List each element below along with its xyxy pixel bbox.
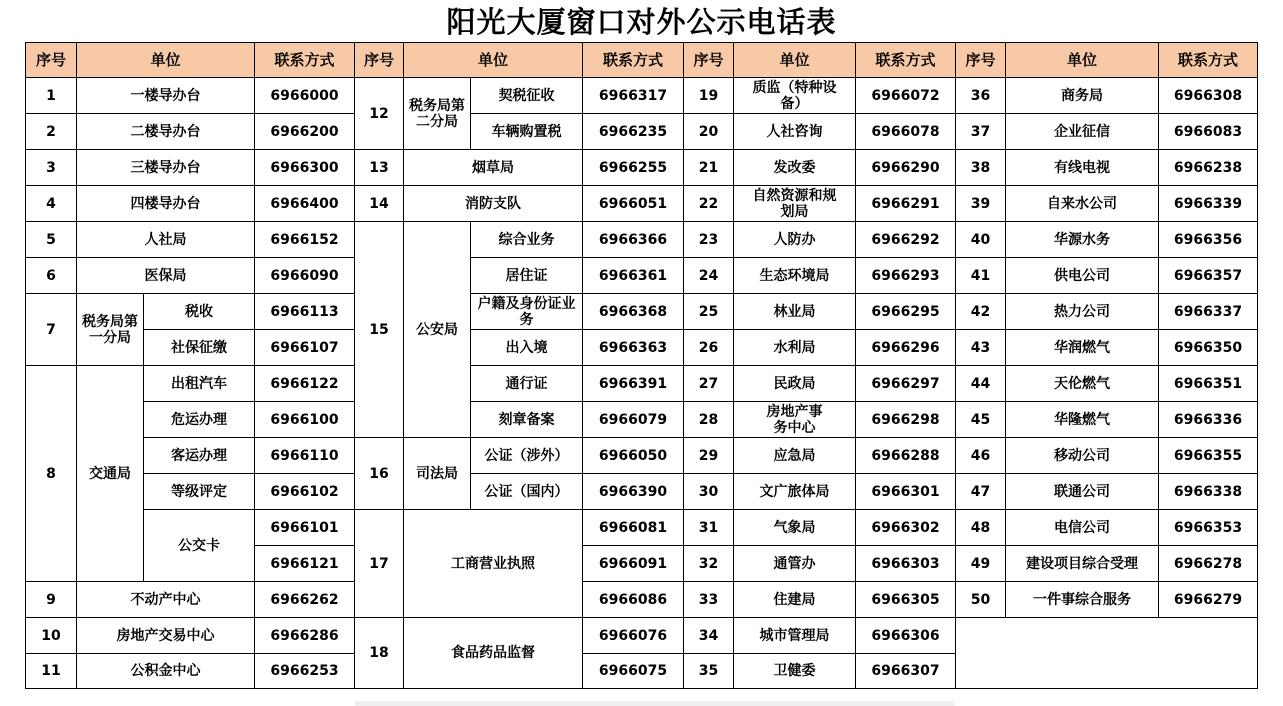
row-number: 34 <box>684 618 734 654</box>
unit-name: 发改委 <box>734 150 856 186</box>
unit-name: 商务局 <box>1006 78 1159 114</box>
sub-unit-name: 通行证 <box>471 366 583 402</box>
unit-name: 医保局 <box>77 258 255 294</box>
phone-number: 6966262 <box>255 582 355 618</box>
sub-unit-name: 契税征收 <box>471 78 583 114</box>
phone-number: 6966122 <box>255 366 355 402</box>
row-number: 4 <box>26 186 77 222</box>
row-number: 23 <box>684 222 734 258</box>
phone-number: 6966075 <box>583 654 684 689</box>
header-unit: 单位 <box>1006 43 1159 78</box>
row-number: 11 <box>26 654 77 689</box>
phone-number: 6966363 <box>583 330 684 366</box>
phone-number: 6966278 <box>1159 546 1258 582</box>
row-number: 28 <box>684 402 734 438</box>
unit-name: 生态环境局 <box>734 258 856 294</box>
row-number: 32 <box>684 546 734 582</box>
unit-name: 联通公司 <box>1006 474 1159 510</box>
row-number: 31 <box>684 510 734 546</box>
phone-number: 6966350 <box>1159 330 1258 366</box>
unit-name: 华隆燃气 <box>1006 402 1159 438</box>
sub-unit-name: 居住证 <box>471 258 583 294</box>
row-number: 18 <box>355 618 404 689</box>
department-name: 司法局 <box>404 438 471 510</box>
row-number: 42 <box>956 294 1006 330</box>
header-contact: 联系方式 <box>1159 43 1258 78</box>
row-number: 38 <box>956 150 1006 186</box>
phone-number: 6966113 <box>255 294 355 330</box>
row-number: 10 <box>26 618 77 654</box>
row-number: 43 <box>956 330 1006 366</box>
header-contact: 联系方式 <box>856 43 956 78</box>
unit-name: 一件事综合服务 <box>1006 582 1159 618</box>
phone-number: 6966317 <box>583 78 684 114</box>
phone-table-4 <box>955 42 1258 689</box>
phone-number: 6966083 <box>1159 114 1258 150</box>
unit-name: 城市管理局 <box>734 618 856 654</box>
sub-unit-name: 出入境 <box>471 330 583 366</box>
unit-name: 人社咨询 <box>734 114 856 150</box>
unit-name: 一楼导办台 <box>77 78 255 114</box>
phone-number: 6966361 <box>583 258 684 294</box>
unit-name: 卫健委 <box>734 654 856 689</box>
unit-name: 不动产中心 <box>77 582 255 618</box>
unit-name: 消防支队 <box>404 186 583 222</box>
phone-number: 6966400 <box>255 186 355 222</box>
row-number: 49 <box>956 546 1006 582</box>
row-number: 6 <box>26 258 77 294</box>
department-name: 交通局 <box>77 366 144 582</box>
phone-number: 6966090 <box>255 258 355 294</box>
phone-table-2 <box>354 42 684 689</box>
phone-number: 6966303 <box>856 546 956 582</box>
department-name: 公安局 <box>404 222 471 438</box>
row-number: 35 <box>684 654 734 689</box>
sub-unit-name: 等级评定 <box>144 474 255 510</box>
phone-number: 6966297 <box>856 366 956 402</box>
phone-number: 6966235 <box>583 114 684 150</box>
phone-number: 6966076 <box>583 618 684 654</box>
phone-number: 6966357 <box>1159 258 1258 294</box>
unit-name: 林业局 <box>734 294 856 330</box>
unit-name: 应急局 <box>734 438 856 474</box>
phone-number: 6966308 <box>1159 78 1258 114</box>
row-number: 26 <box>684 330 734 366</box>
unit-name: 住建局 <box>734 582 856 618</box>
unit-name: 烟草局 <box>404 150 583 186</box>
phone-number: 6966351 <box>1159 366 1258 402</box>
unit-name: 民政局 <box>734 366 856 402</box>
sub-unit-name: 公证（涉外） <box>471 438 583 474</box>
phone-number: 6966102 <box>255 474 355 510</box>
row-number: 20 <box>684 114 734 150</box>
row-number: 24 <box>684 258 734 294</box>
phone-number: 6966298 <box>856 402 956 438</box>
row-number: 22 <box>684 186 734 222</box>
row-number: 15 <box>355 222 404 438</box>
unit-name: 自来水公司 <box>1006 186 1159 222</box>
row-number: 8 <box>26 366 77 582</box>
phone-number: 6966051 <box>583 186 684 222</box>
unit-name: 华润燃气 <box>1006 330 1159 366</box>
bottom-strip <box>355 701 955 706</box>
sub-unit-name: 客运办理 <box>144 438 255 474</box>
row-number: 50 <box>956 582 1006 618</box>
row-number: 37 <box>956 114 1006 150</box>
unit-name: 通管办 <box>734 546 856 582</box>
row-number: 25 <box>684 294 734 330</box>
phone-number: 6966356 <box>1159 222 1258 258</box>
row-number: 5 <box>26 222 77 258</box>
phone-number: 6966072 <box>856 78 956 114</box>
phone-number: 6966300 <box>255 150 355 186</box>
unit-name: 四楼导办台 <box>77 186 255 222</box>
phone-table-3 <box>683 42 956 689</box>
row-number: 30 <box>684 474 734 510</box>
unit-name: 人防办 <box>734 222 856 258</box>
row-number: 7 <box>26 294 77 366</box>
sub-unit-name: 公证（国内） <box>471 474 583 510</box>
phone-number: 6966079 <box>583 402 684 438</box>
phone-number: 6966253 <box>255 654 355 689</box>
phone-number: 6966000 <box>255 78 355 114</box>
header-unit: 单位 <box>77 43 255 78</box>
phone-number: 6966391 <box>583 366 684 402</box>
unit-name: 人社局 <box>77 222 255 258</box>
phone-number: 6966337 <box>1159 294 1258 330</box>
header-contact: 联系方式 <box>583 43 684 78</box>
phone-number: 6966091 <box>583 546 684 582</box>
header-seq: 序号 <box>355 43 404 78</box>
row-number: 1 <box>26 78 77 114</box>
row-number: 48 <box>956 510 1006 546</box>
row-number: 16 <box>355 438 404 510</box>
phone-number: 6966355 <box>1159 438 1258 474</box>
unit-name: 移动公司 <box>1006 438 1159 474</box>
row-number: 3 <box>26 150 77 186</box>
row-number: 17 <box>355 510 404 618</box>
phone-number: 6966353 <box>1159 510 1258 546</box>
unit-name: 气象局 <box>734 510 856 546</box>
unit-name: 天伦燃气 <box>1006 366 1159 402</box>
phone-table-1 <box>25 42 355 689</box>
phone-number: 6966306 <box>856 618 956 654</box>
header-seq: 序号 <box>684 43 734 78</box>
unit-name: 华源水务 <box>1006 222 1159 258</box>
phone-number: 6966302 <box>856 510 956 546</box>
unit-name: 供电公司 <box>1006 258 1159 294</box>
phone-number: 6966238 <box>1159 150 1258 186</box>
phone-number: 6966339 <box>1159 186 1258 222</box>
phone-number: 6966110 <box>255 438 355 474</box>
phone-number: 6966368 <box>583 294 684 330</box>
phone-number: 6966301 <box>856 474 956 510</box>
sub-unit-name: 社保征缴 <box>144 330 255 366</box>
unit-name: 房地产事务中心 <box>734 402 856 438</box>
row-number: 41 <box>956 258 1006 294</box>
header-unit: 单位 <box>404 43 583 78</box>
phone-number: 6966101 <box>255 510 355 546</box>
header-seq: 序号 <box>26 43 77 78</box>
phone-number: 6966291 <box>856 186 956 222</box>
row-number: 12 <box>355 78 404 150</box>
phone-number: 6966050 <box>583 438 684 474</box>
phone-number: 6966336 <box>1159 402 1258 438</box>
row-number: 9 <box>26 582 77 618</box>
unit-name: 食品药品监督 <box>404 618 583 689</box>
header-seq: 序号 <box>956 43 1006 78</box>
sub-unit-name: 危运办理 <box>144 402 255 438</box>
sub-unit-name: 公交卡 <box>144 510 255 582</box>
phone-number: 6966255 <box>583 150 684 186</box>
sub-unit-name: 综合业务 <box>471 222 583 258</box>
phone-number: 6966295 <box>856 294 956 330</box>
unit-name: 电信公司 <box>1006 510 1159 546</box>
header-contact: 联系方式 <box>255 43 355 78</box>
row-number: 2 <box>26 114 77 150</box>
phone-number: 6966338 <box>1159 474 1258 510</box>
phone-number: 6966279 <box>1159 582 1258 618</box>
department-name: 税务局第一分局 <box>77 294 144 366</box>
phone-number: 6966086 <box>583 582 684 618</box>
unit-name: 质监（特种设备） <box>734 78 856 114</box>
unit-name: 有线电视 <box>1006 150 1159 186</box>
row-number: 14 <box>355 186 404 222</box>
department-name: 税务局第二分局 <box>404 78 471 150</box>
phone-number: 6966292 <box>856 222 956 258</box>
unit-name: 工商营业执照 <box>404 510 583 618</box>
unit-name: 公积金中心 <box>77 654 255 689</box>
phone-number: 6966293 <box>856 258 956 294</box>
unit-name: 自然资源和规划局 <box>734 186 856 222</box>
row-number: 44 <box>956 366 1006 402</box>
row-number: 33 <box>684 582 734 618</box>
sub-unit-name: 户籍及身份证业务 <box>471 294 583 330</box>
sub-unit-name: 出租汽车 <box>144 366 255 402</box>
unit-name: 二楼导办台 <box>77 114 255 150</box>
row-number: 19 <box>684 78 734 114</box>
unit-name: 建设项目综合受理 <box>1006 546 1159 582</box>
unit-name: 热力公司 <box>1006 294 1159 330</box>
page-title: 阳光大厦窗口对外公示电话表 <box>446 5 837 39</box>
unit-name: 文广旅体局 <box>734 474 856 510</box>
phone-number: 6966286 <box>255 618 355 654</box>
unit-name: 房地产交易中心 <box>77 618 255 654</box>
phone-number: 6966307 <box>856 654 956 689</box>
phone-number: 6966078 <box>856 114 956 150</box>
header-unit: 单位 <box>734 43 856 78</box>
row-number: 27 <box>684 366 734 402</box>
row-number: 46 <box>956 438 1006 474</box>
phone-number: 6966200 <box>255 114 355 150</box>
unit-name: 三楼导办台 <box>77 150 255 186</box>
row-number: 21 <box>684 150 734 186</box>
sub-unit-name: 刻章备案 <box>471 402 583 438</box>
unit-name: 企业征信 <box>1006 114 1159 150</box>
phone-number: 6966107 <box>255 330 355 366</box>
unit-name: 水利局 <box>734 330 856 366</box>
phone-number: 6966152 <box>255 222 355 258</box>
phone-number: 6966296 <box>856 330 956 366</box>
row-number: 47 <box>956 474 1006 510</box>
row-number: 29 <box>684 438 734 474</box>
phone-number: 6966288 <box>856 438 956 474</box>
phone-number: 6966305 <box>856 582 956 618</box>
phone-number: 6966290 <box>856 150 956 186</box>
sub-unit-name: 税收 <box>144 294 255 330</box>
row-number: 39 <box>956 186 1006 222</box>
phone-number: 6966100 <box>255 402 355 438</box>
row-number: 36 <box>956 78 1006 114</box>
phone-number: 6966366 <box>583 222 684 258</box>
row-number: 13 <box>355 150 404 186</box>
phone-number: 6966081 <box>583 510 684 546</box>
empty-cell <box>956 618 1258 689</box>
phone-number: 6966121 <box>255 546 355 582</box>
phone-number: 6966390 <box>583 474 684 510</box>
sub-unit-name: 车辆购置税 <box>471 114 583 150</box>
row-number: 40 <box>956 222 1006 258</box>
row-number: 45 <box>956 402 1006 438</box>
